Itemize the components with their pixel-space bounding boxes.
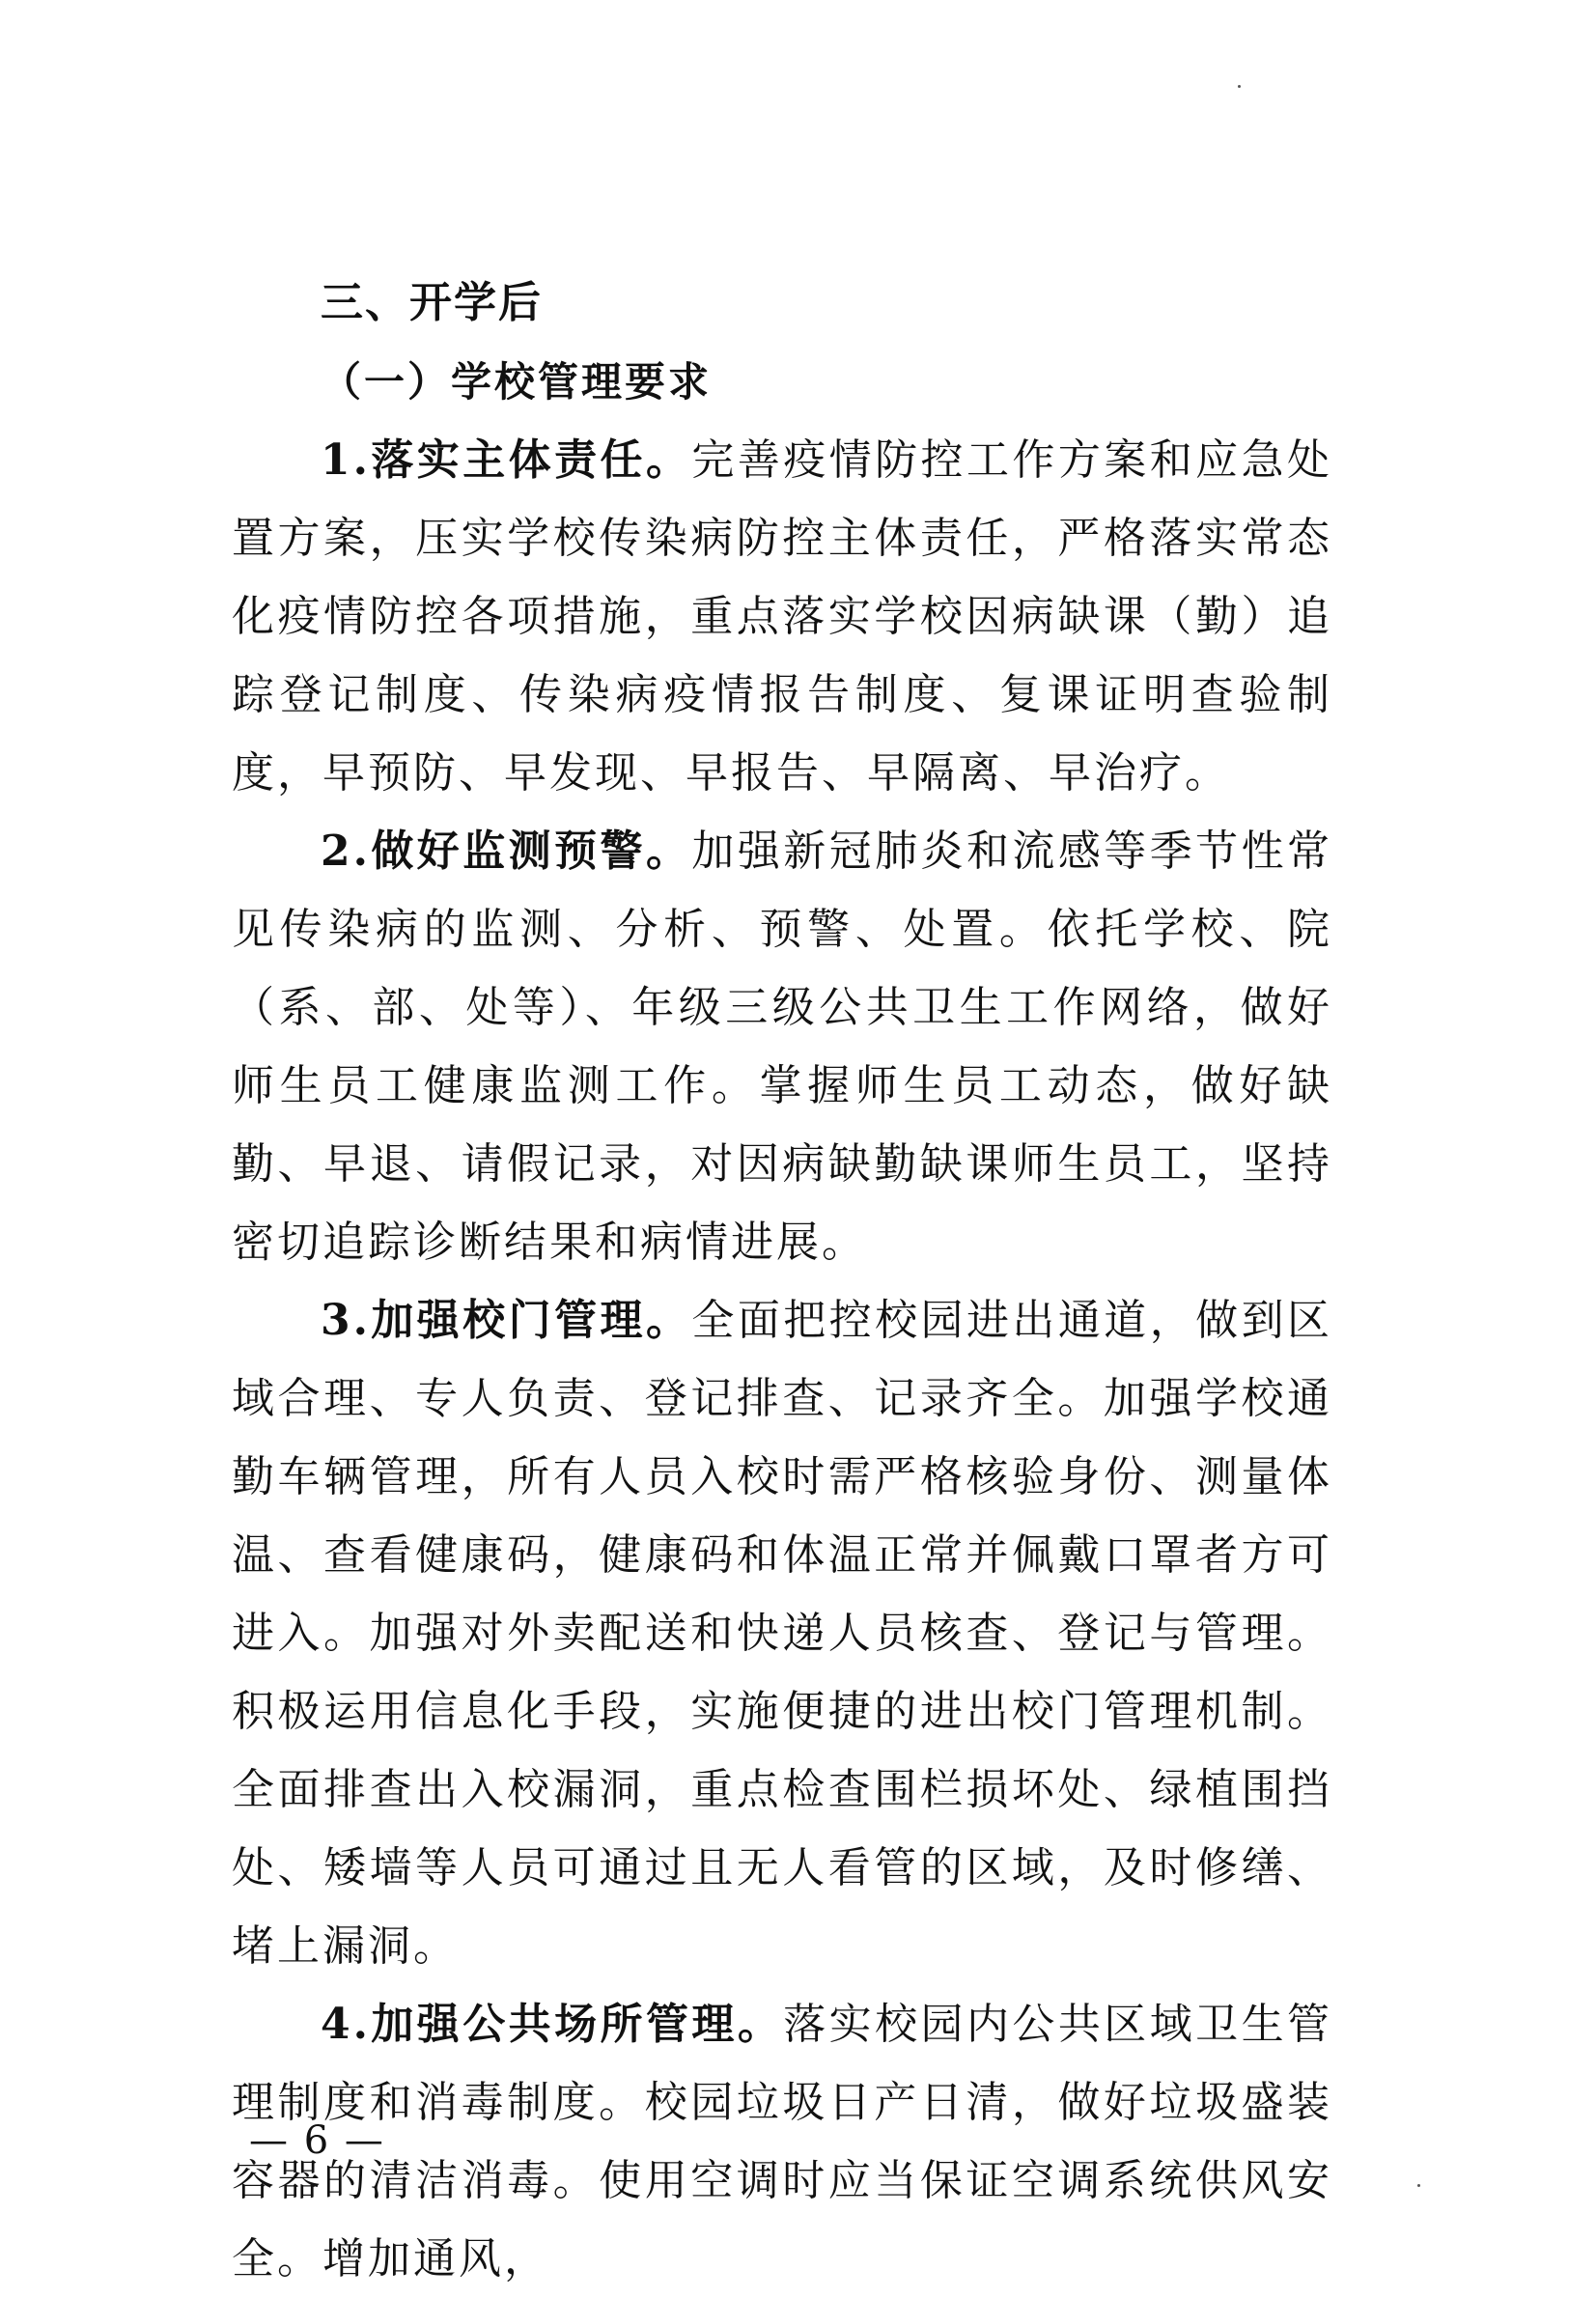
paragraph-1-text: 完善疫情防控工作方案和应急处置方案，压实学校传染病防控主体责任，严格落实常态化疫情防控各项措施，重点落实学校因病缺课（勤）追踪登记制度、传染病疫情报告制度、复课证明查验制度，早预防、早发现、早报告、早隔离、早治疗。 bbox=[232, 435, 1332, 798]
paragraph-4-text: 落实校园内公共区域卫生管理制度和消毒制度。校园垃圾日产日清，做好垃圾盛装容器的清洁消毒。使用空调时应当保证空调系统供风安全。增加通风， bbox=[232, 2000, 1332, 2284]
paragraph-1 bbox=[232, 421, 1332, 812]
document-body bbox=[232, 263, 1332, 2298]
paragraph-3-lead: 3.加强校门管理。 bbox=[321, 1296, 692, 1345]
scan-speck bbox=[1417, 2184, 1420, 2187]
paragraph-2 bbox=[232, 812, 1332, 1281]
page-number: — 6 — bbox=[249, 2118, 385, 2163]
paragraph-4 bbox=[232, 1985, 1332, 2298]
paragraph-3-text: 全面把控校园进出通道，做到区域合理、专人负责、登记排查、记录齐全。加强学校通勤车辆管理，所有人员入校时需严格核验身份、测量体温、查看健康码，健康码和体温正常并佩戴口罩者方可进入。加强对外卖配送和快递人员核查、登记与管理。积极运用信息化手段，实施便捷的进出校门管理机制。全面排查出入校漏洞，重点检查围栏损坏处、绿植围挡处、矮墙等人员可通过且无人看管的区域，及时修缮、堵上漏洞。 bbox=[232, 1296, 1332, 1971]
paragraph-2-text: 加强新冠肺炎和流感等季节性常见传染病的监测、分析、预警、处置。依托学校、院（系、部、处等）、年级三级公共卫生工作网络，做好师生员工健康监测工作。掌握师生员工动态，做好缺勤、早退、请假记录，对因病缺勤缺课师生员工，坚持密切追踪诊断结果和病情进展。 bbox=[232, 827, 1332, 1267]
paragraph-4-lead: 4.加强公共场所管理。 bbox=[321, 2000, 784, 2049]
section-title: 三、开学后 bbox=[321, 278, 543, 327]
paragraph-3 bbox=[232, 1281, 1332, 1985]
paragraph-1-lead: 1.落实主体责任。 bbox=[321, 435, 692, 485]
paragraph-2-lead: 2.做好监测预警。 bbox=[321, 827, 692, 876]
subsection-title: （一）学校管理要求 bbox=[321, 358, 713, 406]
scan-speck bbox=[1238, 85, 1241, 88]
